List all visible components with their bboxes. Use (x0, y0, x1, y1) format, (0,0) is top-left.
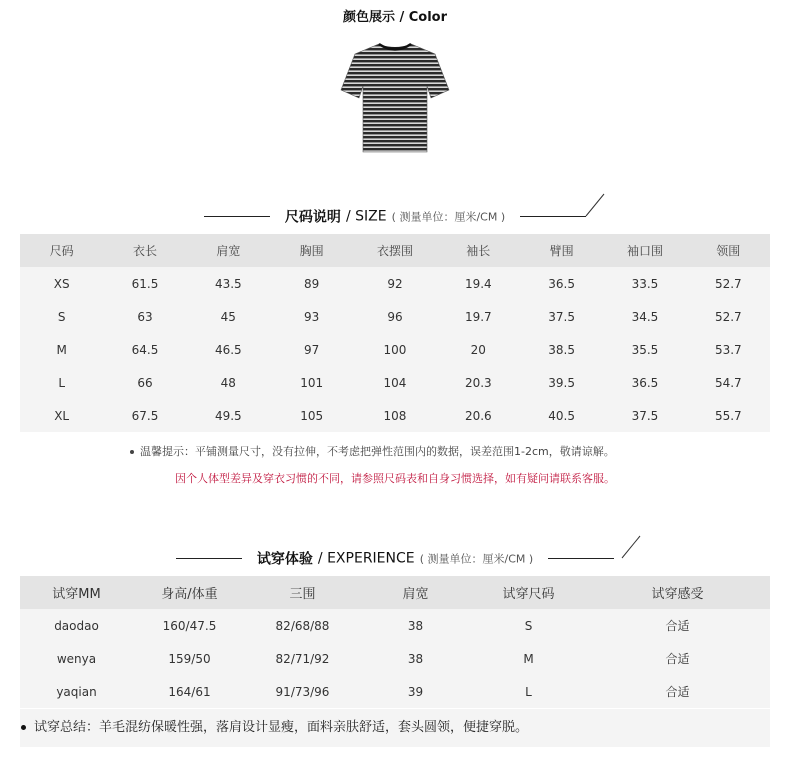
table-cell: 64.5 (131, 342, 159, 357)
table-cell: XS (53, 276, 70, 291)
header-cell: 尺码 (49, 244, 74, 258)
table-cell: L (58, 375, 65, 390)
header-cell: 臂围 (549, 244, 574, 258)
header-cell: 三围 (289, 587, 316, 602)
table-cell: 45 (220, 309, 236, 324)
table-cell: 52.7 (714, 309, 742, 324)
table-cell: 96 (387, 309, 403, 324)
table-row (20, 300, 770, 333)
table-cell: 97 (304, 342, 320, 357)
table-cell: 36.5 (631, 375, 659, 390)
bullet-icon (21, 725, 26, 730)
size-note (130, 443, 615, 459)
table-cell: 160/47.5 (162, 618, 217, 633)
header-cell: 衣长 (132, 244, 157, 258)
table-cell: 43.5 (214, 276, 242, 291)
table-cell: 合适 (665, 652, 690, 666)
experience-table-header (20, 576, 770, 609)
table-cell: 33.5 (631, 276, 659, 291)
table-cell: daodao (54, 618, 99, 633)
table-cell: 53.7 (714, 342, 742, 357)
table-cell: 108 (383, 408, 407, 423)
header-cell: 试穿尺码 (502, 587, 555, 602)
experience-title-en: / EXPERIENCE (317, 550, 415, 567)
size-note-text: 温馨提示：平铺测量尺寸，没有拉伸，不考虑把弹性范围内的数据，误差范围1-2cm，敬请谅解。 (140, 445, 615, 458)
table-cell: 35.5 (631, 342, 659, 357)
header-cell: 肩宽 (216, 244, 241, 258)
experience-summary (20, 709, 770, 747)
slash-decoration-icon (584, 190, 614, 220)
table-cell: 93 (304, 309, 320, 324)
size-title-zh: 尺码说明 (284, 209, 341, 226)
table-cell: 37.5 (631, 408, 659, 423)
striped-tshirt-image (339, 40, 451, 158)
table-cell: 34.5 (631, 309, 659, 324)
size-unit-label: ( 测量单位：厘米/CM ) (391, 210, 506, 224)
table-cell: 38 (407, 618, 424, 633)
table-cell: 159/50 (168, 651, 211, 666)
table-row (20, 267, 770, 300)
slash-decoration-icon (620, 532, 650, 562)
table-cell: 40.5 (548, 408, 575, 423)
table-cell: 61.5 (131, 276, 159, 291)
table-row (20, 399, 770, 432)
divider-right (520, 216, 586, 217)
size-warning: 因个人体型差异及穿衣习惯的不同，请参照尺码表和自身习惯选择，如有疑问请联系客服。 (175, 472, 615, 485)
table-cell: 63 (137, 309, 153, 324)
table-cell: 100 (383, 342, 407, 357)
header-cell: 肩宽 (402, 587, 429, 602)
table-cell: yaqian (56, 684, 97, 699)
table-cell: 48 (220, 375, 236, 390)
table-cell: 37.5 (548, 309, 575, 324)
header-cell: 胸围 (299, 244, 324, 258)
table-row (20, 366, 770, 399)
divider-right (548, 558, 614, 559)
header-cell: 领围 (716, 244, 741, 258)
table-cell: S (524, 618, 533, 633)
table-cell: 合适 (665, 619, 690, 633)
experience-section-header (0, 548, 790, 569)
experience-table (20, 576, 770, 708)
table-cell: 82/71/92 (275, 651, 330, 666)
table-cell: XL (54, 408, 70, 423)
table-cell: 20.6 (464, 408, 492, 423)
size-title-en: / SIZE (345, 208, 387, 225)
table-row (20, 642, 770, 675)
experience-title-zh: 试穿体验 (256, 551, 313, 568)
bullet-icon (130, 450, 134, 454)
table-cell: wenya (56, 651, 97, 666)
header-cell: 试穿感受 (651, 587, 704, 602)
size-table (20, 234, 770, 432)
table-cell: S (57, 309, 66, 324)
header-cell: 试穿MM (52, 587, 101, 602)
divider-left (204, 216, 270, 217)
table-cell: 101 (300, 375, 324, 390)
header-cell: 袖口围 (626, 244, 663, 258)
table-cell: 合适 (665, 685, 690, 699)
header-cell: 衣摆围 (376, 244, 413, 258)
table-row (20, 609, 770, 642)
table-row (20, 333, 770, 366)
header-cell: 身高/体重 (161, 587, 218, 602)
table-cell: 36.5 (548, 276, 575, 291)
table-cell: M (523, 651, 534, 666)
table-cell: 54.7 (714, 375, 742, 390)
table-cell: 19.4 (464, 276, 492, 291)
divider-left (176, 558, 242, 559)
table-cell: 89 (304, 276, 320, 291)
experience-summary-text: 试穿总结：羊毛混纺保暖性强，落肩设计显瘦，面料亲肤舒适，套头圆领，便捷穿脱。 (34, 720, 529, 735)
table-cell: 20 (470, 342, 486, 357)
table-cell: 46.5 (214, 342, 242, 357)
size-section-header (0, 206, 790, 227)
table-cell: 20.3 (464, 375, 492, 390)
table-cell: M (56, 342, 67, 357)
table-cell: 38 (407, 651, 424, 666)
table-cell: 91/73/96 (275, 684, 330, 699)
size-table-header (20, 234, 770, 267)
table-cell: 67.5 (131, 408, 159, 423)
table-row (20, 675, 770, 708)
table-cell: 66 (137, 375, 153, 390)
table-cell: 39 (407, 684, 424, 699)
table-cell: 52.7 (714, 276, 742, 291)
table-cell: 164/61 (168, 684, 211, 699)
header-cell: 袖长 (466, 244, 491, 258)
table-cell: 55.7 (714, 408, 742, 423)
table-cell: 19.7 (464, 309, 492, 324)
table-cell: 82/68/88 (275, 618, 330, 633)
experience-unit-label: ( 测量单位：厘米/CM ) (419, 552, 534, 566)
table-cell: 104 (383, 375, 407, 390)
table-cell: L (525, 684, 532, 699)
table-cell: 105 (300, 408, 324, 423)
table-cell: 49.5 (214, 408, 242, 423)
table-cell: 38.5 (548, 342, 575, 357)
color-section-title: 颜色展示 / Color (342, 10, 448, 25)
table-cell: 92 (387, 276, 403, 291)
table-cell: 39.5 (548, 375, 575, 390)
